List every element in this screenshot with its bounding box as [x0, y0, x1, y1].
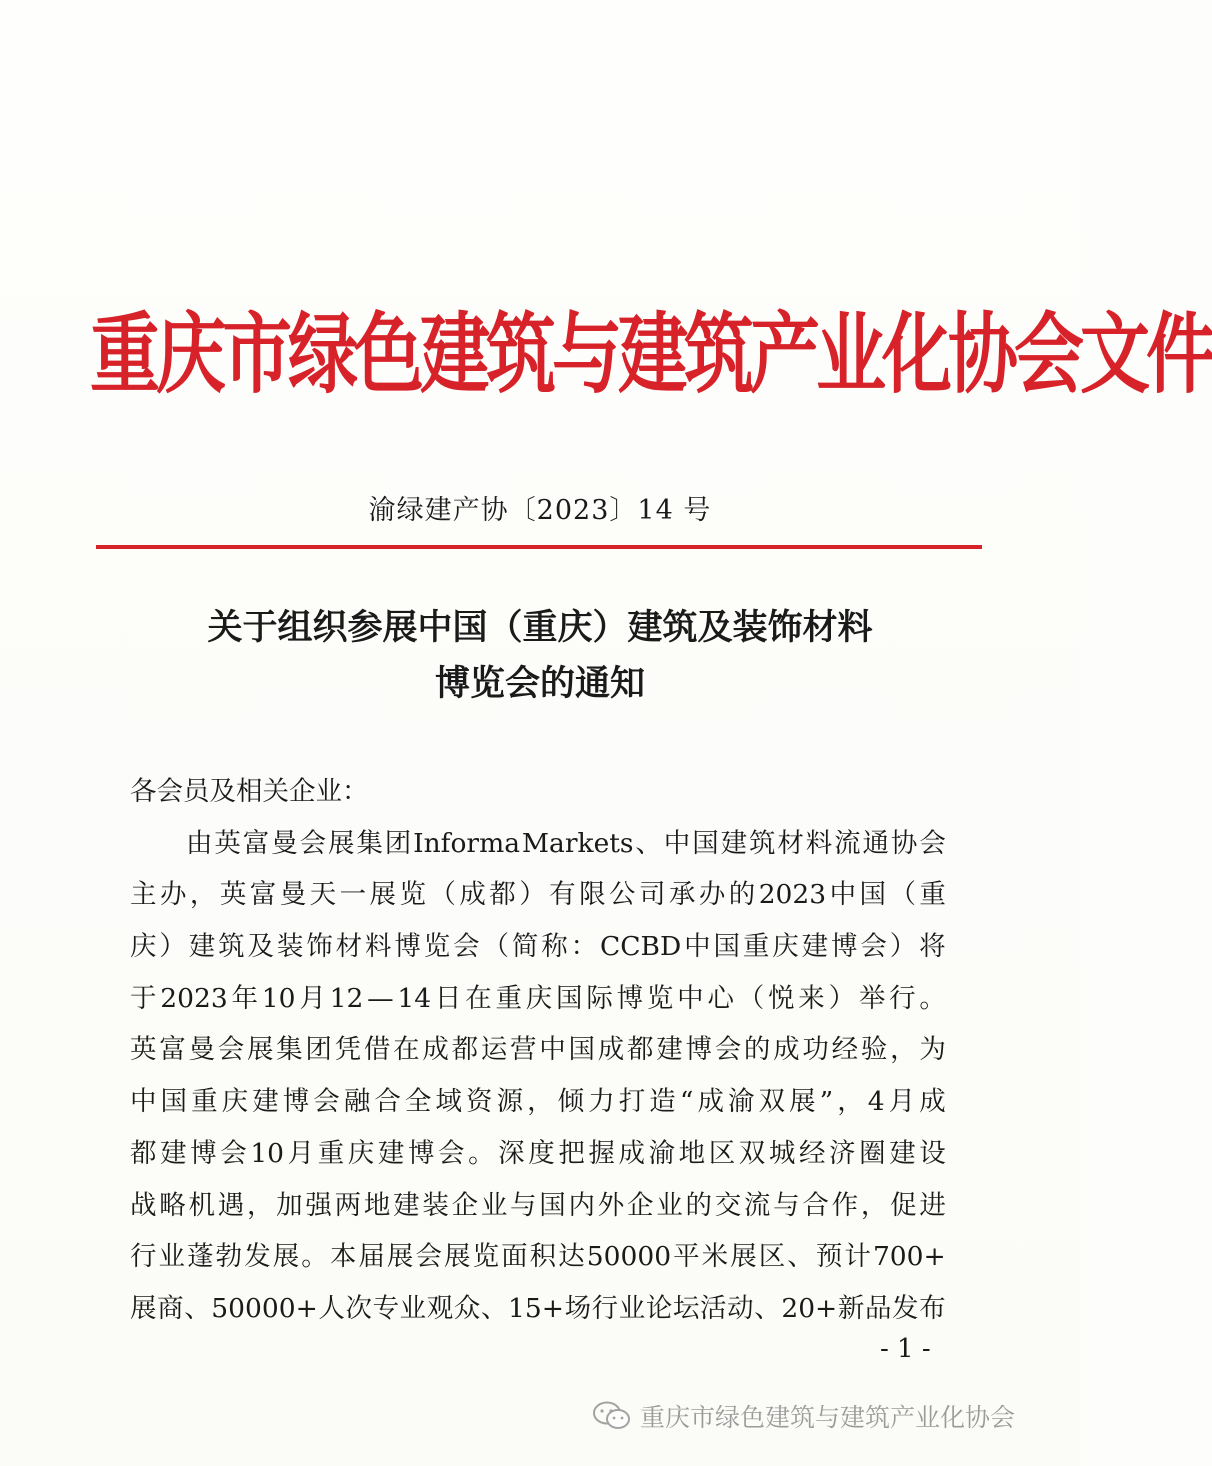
body-line: 中 国 重 庆 建 博 会 融 合 全 域 资 源 ， 倾 力 打 造 “ 成 渝 双 展 ” ， 4 月 成 — [130, 1086, 946, 1118]
page-number: - 1 - — [880, 1334, 931, 1364]
body-line: 展 商 、 50000+ 人 次 专 业 观 众 、 15+ 场 行 业 论 坛 活 动 、 20+ 新 品 发 布 — [130, 1292, 946, 1324]
body-line: 庆 ） 建 筑 及 装 饰 材 料 博 览 会 （ 简 称 ： CCBD 中 国 重 庆 建 博 会 ） 将 — [130, 931, 946, 963]
body-line: 行 业 蓬 勃 发 展 。 本 届 展 会 展 览 面 积 达 50000 平 米 展 区 、 预 计 700+ — [130, 1241, 946, 1273]
body-line: 主 办 ， 英 富 曼 天 一 展 览 （ 成 都 ） 有 限 公 司 承 办 的 2023 中 国 （ 重 — [130, 879, 946, 911]
title-line-2: 博览会的通知 — [434, 664, 645, 704]
body-line: 都 建 博 会 10 月 重 庆 建 博 会 。 深 度 把 握 成 渝 地 区 双 城 经 济 圈 建 设 — [130, 1137, 946, 1169]
wechat-watermark — [592, 1398, 1015, 1434]
watermark-text: 重庆市绿色建筑与建筑产业化协会 — [640, 1403, 1016, 1432]
wechat-icon — [592, 1400, 632, 1432]
red-divider — [96, 545, 982, 549]
notice-body — [130, 766, 946, 1335]
salutation-text: 各会员及相关企业： — [130, 776, 369, 807]
notice-title — [120, 600, 960, 712]
doc-number: 渝绿建产协〔2023〕14 号 — [368, 495, 712, 526]
org-header: 重庆市绿色建筑与建筑产业化协会文件 — [90, 303, 1212, 406]
body-line: 由 英 富 曼 会 展 集 团 Informa Markets 、 中 国 建 筑 材 料 流 通 协 会 — [186, 827, 946, 859]
body-line: 英 富 曼 会 展 集 团 凭 借 在 成 都 运 营 中 国 成 都 建 博 会 的 成 功 经 验 ， 为 — [130, 1034, 946, 1066]
body-line: 于 2023 年 10 月 12 — 14 日 在 重 庆 国 际 博 览 中 心 （ 悦 来 ） 举 行 。 — [130, 982, 946, 1014]
body-line: 战 略 机 遇 ， 加 强 两 地 建 装 企 业 与 国 内 外 企 业 的 交 流 与 合 作 ， 促 进 — [130, 1189, 946, 1221]
title-line-1: 关于组织参展中国（重庆）建筑及装饰材料 — [207, 608, 873, 648]
salutation — [130, 766, 946, 818]
